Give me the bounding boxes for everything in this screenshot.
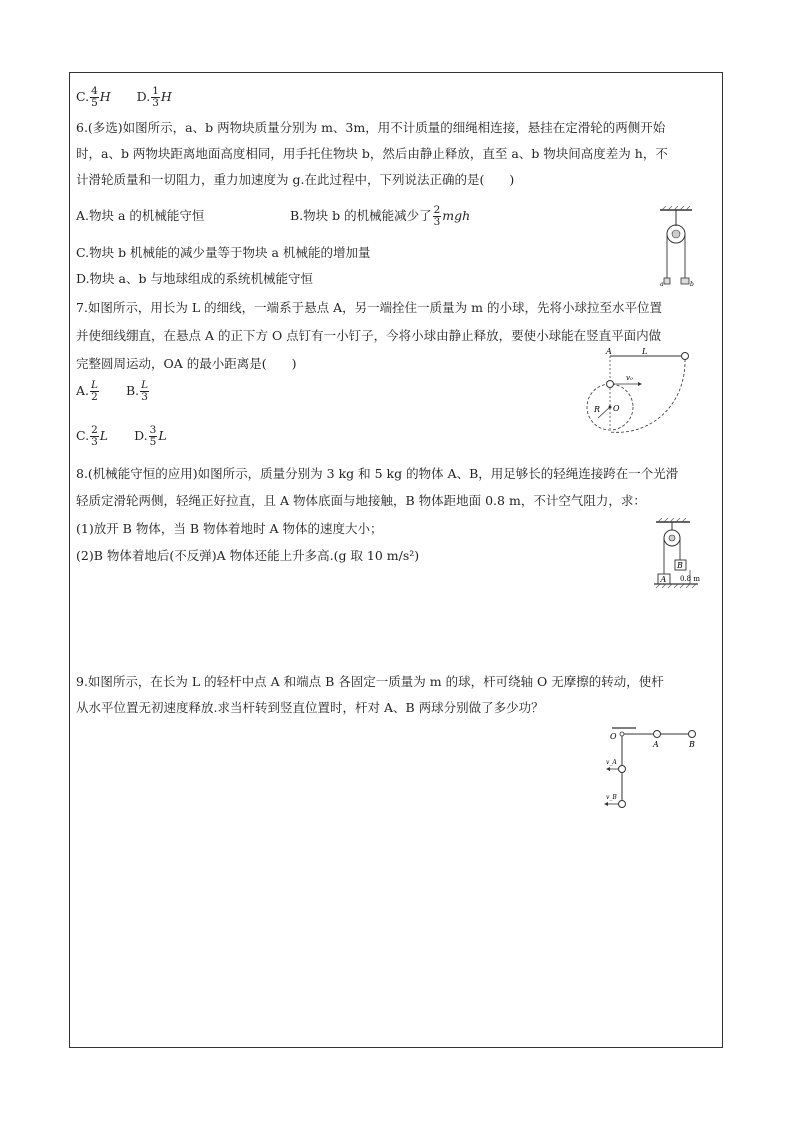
- q8-stem-line1: 8.(机械能守恒的应用)如图所示，质量分别为 3 kg 和 5 kg 的物体 A、B，用足够长的轻绳连接跨在一个光滑: [76, 466, 679, 481]
- q7-fig-label-a: A: [606, 347, 612, 356]
- q6-fig-label-b: b: [690, 281, 694, 288]
- q9-stem-line1: 9.如图所示，在长为 L 的轻杆中点 A 和端点 B 各固定一质量为 m 的球，杆可绕轴 O 无摩擦的转动，使杆: [76, 674, 664, 689]
- q5-option-c[interactable]: C. $\frac{4}{5}$ H: [76, 85, 111, 109]
- q7-fig-label-v0: v₀: [626, 374, 633, 382]
- q7-options-ab: [76, 380, 150, 403]
- q7-pendulum-figure: [580, 344, 700, 440]
- q8-fig-label-a: A: [660, 575, 667, 584]
- q6-stem-line1: 6.(多选)如图所示，a、b 两物块质量分别为 m、3m，用不计质量的细绳相连接，悬挂在定滑轮的两侧开始: [76, 120, 666, 135]
- q6-stem-line3: 计滑轮质量和一切阻力，重力加速度为 g.在此过程中，下列说法正确的是( ): [76, 172, 515, 187]
- q7-option-c[interactable]: C. $\frac{2}{3}$ L: [76, 424, 109, 448]
- q9-fig-label-o: O: [610, 732, 617, 741]
- q8-pulley-figure: [650, 518, 712, 596]
- q8-fig-label-b: B: [677, 561, 683, 570]
- q6-option-c[interactable]: C.物块 b 机械能的减少量等于物块 a 机械能的增加量: [76, 245, 371, 260]
- q9-fig-label-vb: v_B: [606, 794, 617, 801]
- q7-options-cd: [76, 425, 167, 448]
- q7-option-d[interactable]: D. $\frac{3}{5}$ L: [134, 424, 167, 448]
- q6-pulley-figure: [652, 206, 702, 290]
- q7-fig-label-o: O: [613, 404, 620, 413]
- q7-stem-line3: 完整圆周运动，OA 的最小距离是( ): [76, 356, 297, 371]
- q7-fig-label-r: R: [594, 405, 601, 414]
- q8-part1: (1)放开 B 物体，当 B 物体着地时 A 物体的速度大小；: [76, 521, 383, 536]
- q8-fig-label-height: 0.8 m: [680, 575, 700, 583]
- q9-rod-figure: [604, 724, 704, 810]
- q8-stem-line2: 轻质定滑轮两侧，轻绳正好拉直，且 A 物体底面与地接触，B 物体距地面 0.8 m，不计空气阻力，求：: [76, 493, 646, 508]
- q6-stem-line2: 时，a、b 两物块距离地面高度相同，用手托住物块 b，然后由静止释放，直至 a、b 物块间高度差为 h，不: [76, 146, 668, 161]
- q7-stem-line2: 并使细线绷直，在悬点 A 的正下方 O 点钉有一小钉子，今将小球由静止释放，要使小球能在竖直平面内做: [76, 328, 662, 343]
- q9-stem-line2: 从水平位置无初速度释放.求当杆转到竖直位置时，杆对 A、B 两球分别做了多少功？: [76, 700, 544, 715]
- q8-part2: (2)B 物体着地后(不反弹)A 物体还能上升多高.(g 取 10 m/s²): [76, 548, 420, 563]
- q9-fig-label-b: B: [689, 740, 695, 749]
- q7-fig-label-l: L: [642, 347, 648, 356]
- q7-option-a[interactable]: A. $\frac{L}{2}$: [76, 379, 98, 403]
- q5-option-d[interactable]: D. $\frac{1}{3}$ H: [136, 85, 172, 109]
- q6-option-d[interactable]: D.物块 a、b 与地球组成的系统机械能守恒: [76, 271, 313, 286]
- q6-option-a[interactable]: A.物块 a 的机械能守恒: [76, 208, 205, 223]
- q9-fig-label-a: A: [653, 740, 659, 749]
- q7-stem-line1: 7.如图所示，用长为 L 的细线，一端系于悬点 A，另一端拴住一质量为 m 的小球，先将小球拉至水平位置: [76, 300, 662, 315]
- q9-fig-label-va: v_A: [606, 759, 617, 766]
- q6-option-b[interactable]: B.物块 b 的机械能减少了 $\frac{2}{3}$ mgh: [290, 204, 471, 228]
- q7-option-b[interactable]: B. $\frac{L}{3}$: [125, 379, 149, 403]
- q6-fig-label-a: a: [660, 281, 664, 288]
- q5-options: [76, 86, 172, 109]
